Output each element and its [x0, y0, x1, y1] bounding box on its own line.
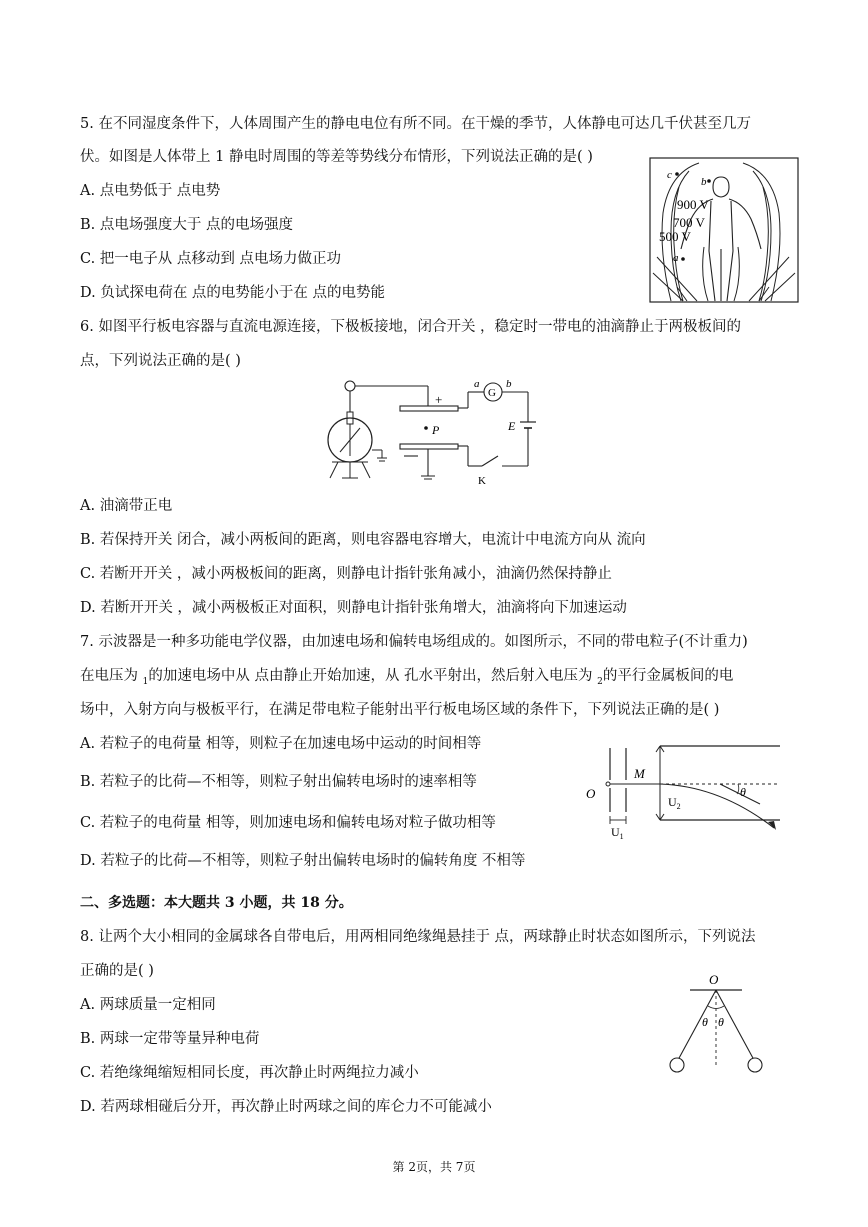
q5-option-d: D. 负试探电荷在 点的电势能小于在 点的电势能 [80, 285, 386, 301]
q7-label-m: M [634, 766, 645, 781]
q6-label-k: K [478, 475, 486, 487]
q6-label-g: G [488, 387, 496, 399]
q8-line1: 8. 让两个大小相同的金属球各自带电后，用两相同绝缘绳悬挂于 点，两球静止时状态如图所示，下列说法 [80, 929, 756, 945]
q7-line2 [80, 666, 733, 692]
q7-label-theta: θ [740, 785, 746, 799]
q6-option-b: B. 若保持开关 闭合，减小两板间的距离，则电容器电容增大，电流计中电流方向从 流向 [80, 532, 646, 548]
q7-label-u1-main: U [611, 825, 620, 839]
q6-label-e: E [508, 419, 516, 433]
q5-label-b: b [701, 176, 707, 188]
q7-line2-sub1: 1 [142, 676, 149, 687]
q6-label-a: a [474, 378, 480, 390]
q5-option-b: B. 点电场强度大于 点的电场强度 [80, 217, 293, 233]
q6-line1: 6. 如图平行板电容器与直流电源连接，下极板接地，闭合开关 ，稳定时一带电的油滴静止于两极板间的 [80, 319, 742, 335]
q6-option-c: C. 若断开开关 ，减小两极板间的距离，则静电计指针张角减小，油滴仍然保持静止 [80, 566, 612, 582]
q5-line1: 5. 在不同湿度条件下，人体周围产生的静电电位有所不同。在干燥的季节，人体静电可达几千伏甚至几万 [80, 116, 751, 132]
q7-label-u1-sub: 1 [619, 832, 624, 841]
q6-label-plus: + [435, 392, 443, 407]
q8-pendulum-figure [664, 970, 768, 1080]
q7-line1: 7. 示波器是一种多功能电学仪器，由加速电场和偏转电场组成的。如图所示，不同的带电粒子(不计重力) [80, 634, 748, 650]
q8-option-c: C. 若绝缘绳缩短相同长度，再次静止时两绳拉力减小 [80, 1065, 419, 1081]
q5-label-500v: 500 V [659, 229, 691, 244]
q8-label-theta-left: θ [702, 1015, 708, 1029]
q7-option-a: A. 若粒子的电荷量 相等，则粒子在加速电场中运动的时间相等 [80, 736, 482, 752]
q5-option-c: C. 把一电子从 点移动到 点电场力做正功 [80, 251, 342, 267]
q5-option-a: A. 点电势低于 点电势 [80, 183, 221, 199]
q6-label-b: b [506, 378, 512, 390]
q7-label-u2-main: U [668, 795, 677, 809]
q8-label-o: O [709, 972, 719, 987]
q8-line2: 正确的是( ) [80, 963, 154, 979]
q7-label-o: O [586, 786, 596, 801]
q7-line2-part-a: 在电压为 [80, 668, 143, 684]
q7-line3: 场中，入射方向与极板平行，在满足带电粒子能射出平行板电场区域的条件下，下列说法正确的是( ) [80, 702, 720, 718]
q8-option-b: B. 两球一定带等量异种电荷 [80, 1031, 260, 1047]
q6-option-a: A. 油滴带正电 [80, 498, 173, 514]
section-2-heading: 二、多选题：本大题共 3 小题，共 18 分。 [80, 895, 353, 911]
q8-label-theta-right: θ [718, 1015, 724, 1029]
q5-label-a: a [673, 252, 679, 264]
q7-option-c: C. 若粒子的电荷量 相等，则加速电场和偏转电场对粒子做功相等 [80, 815, 496, 831]
q5-line2: 伏。如图是人体带上 1 静电时周围的等差等势线分布情形，下列说法正确的是( ) [80, 149, 593, 165]
q5-label-900v: 900 V [677, 197, 709, 212]
q5-equipotential-figure [649, 157, 799, 303]
q7-option-b: B. 若粒子的比荷—不相等，则粒子射出偏转电场时的速率相等 [80, 774, 477, 790]
q8-option-d: D. 若两球相碰后分开，再次静止时两球之间的库仑力不可能减小 [80, 1099, 492, 1115]
q7-label-u1 [611, 825, 624, 841]
q8-option-a: A. 两球质量一定相同 [80, 997, 216, 1013]
q6-option-d: D. 若断开开关 ，减小两极板正对面积，则静电计指针张角增大，油滴将向下加速运动 [80, 600, 627, 616]
q6-label-p: P [432, 423, 440, 437]
q7-label-u2 [668, 795, 681, 811]
q7-oscilloscope-figure [580, 740, 786, 846]
q5-label-700v: 700 V [673, 215, 705, 230]
q7-line2-part-b: 的加速电场中从 点由静止开始加速，从 孔水平射出，然后射入电压为 [148, 668, 598, 684]
q6-line2: 点，下列说法正确的是( ) [80, 353, 241, 369]
q6-circuit-figure [318, 376, 550, 490]
q7-option-d: D. 若粒子的比荷—不相等，则粒子射出偏转电场时的偏转角度 不相等 [80, 853, 526, 869]
page-footer: 第 2页，共 7页 [392, 1160, 476, 1174]
q5-label-c: c [667, 169, 672, 181]
q7-line2-part-c: 的平行金属板间的电 [602, 668, 734, 684]
q7-line2-sub2: 2 [597, 676, 603, 687]
q7-label-u2-sub: 2 [676, 802, 681, 811]
